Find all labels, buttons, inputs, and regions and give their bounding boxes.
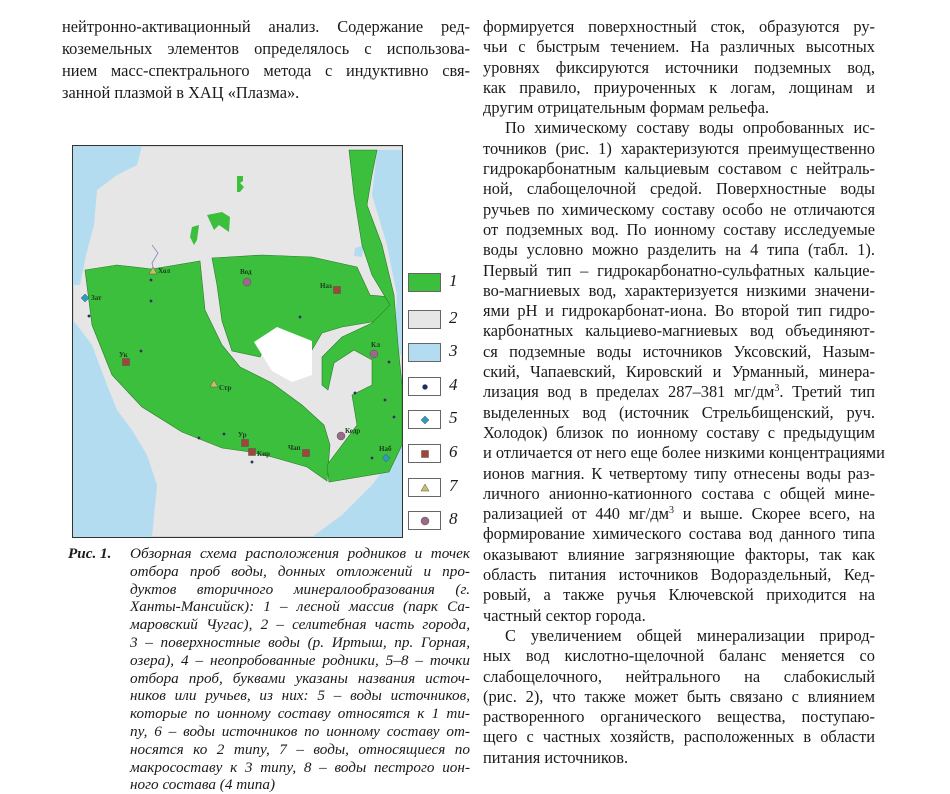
text-line: оказывают влияние загрязняющие факторы, так как [483,544,875,564]
figure-map [72,145,403,538]
text-line: щего с частных хозяйств, расположенных в области [483,727,875,747]
legend-number: 8 [449,509,458,528]
legend-swatch [408,478,441,497]
spring-pin-icon [422,384,427,389]
legend-item [405,476,467,500]
text-line: питания источников. [483,747,629,767]
text-line: ручьев по химическому составу особо не отличаются [483,199,875,219]
caption-line: пу, 6 – воды источников по ионному составу от- [130,722,470,740]
text-line: С увеличением общей минерализации природ- [505,625,875,645]
text-line: Первый тип – гидрокарбонатно-сульфатных кальцие- [483,260,875,280]
legend-item [405,408,467,432]
square-marker [303,450,310,457]
spring-marker [299,316,302,319]
text-line: ной, слабощелочной средой. Поверхностные воды [483,179,875,199]
text-line: частный сектор города. [483,605,646,625]
left-column-text [62,16,470,104]
map-label: Хол [158,267,171,275]
text-line: ионов магния. К четвертому типу отнесены воды раз- [483,463,875,483]
map-label: Стр [219,384,232,392]
text-line: карбонатных кальциево-магниевых вод объединяют- [483,321,875,341]
circle-marker [337,432,345,440]
legend-swatch [408,273,441,292]
caption-line: озера), 4 – неопробованные родники, 5–8 – точки [130,651,470,669]
spring-marker [354,392,357,395]
text-line: ями рН и гидрокарбонат-иона. Во второй тип гидро- [483,301,875,321]
text-line: занной плазмой в ХАЦ «Плазма». [62,83,300,102]
legend-swatch [408,310,441,329]
superscript: 3 [669,505,675,517]
text-line: во-магниевых вод, характеризуется низкими значени- [483,280,875,300]
text-line: чьи с быстрым течением. На различных высотных [483,37,875,57]
caption-line: носятся ко 2 типу, 7 – воды, относящиеся по [130,740,470,758]
caption-line: ного состава (4 типа) [130,776,276,794]
legend-item [405,341,467,365]
legend-swatch [408,511,441,530]
caption-line: отбора проб воды, донных отложений и про- [130,562,470,580]
text-line: нием масс-спектрального метода с индуктивно свя- [62,61,470,80]
map-label: Наз [320,282,332,290]
legend-item [405,375,467,399]
spring-marker [88,315,91,318]
map-label: Кл [371,341,381,349]
legend-item [405,308,467,332]
triangle-marker [421,484,429,491]
square-marker [421,450,428,457]
map-label: Кир [257,450,271,458]
caption-line: ников или ручьев, из них: 5 – воды источников, [130,687,470,705]
caption-line: маровский Чугас), 2 – селитебная часть города, [130,616,470,634]
text-line [483,382,875,402]
map-label: Наб [379,445,392,453]
text-line: формируется поверхностный сток, образуются ру- [483,17,875,36]
text-line: слабощелочного, нейтрального на слабокислый [483,666,875,686]
spring-marker [393,416,396,419]
text-line: как правило, приуроченных к логам, лощинам и [483,77,875,97]
map-label: Ук [119,351,128,359]
map-label: Зат [91,294,102,302]
text-line: другим отрицательным формам рельефа. [483,98,770,118]
circle-marker [421,517,429,525]
text-fragment: и выше. Скорее всего, на [674,504,875,524]
text-fragment: . Третий тип [779,382,875,402]
text-line: формирование химического состава вод данного типа [483,524,875,544]
text-fragment: лизация вод в пределах 287–381 мг/дм [483,382,775,402]
text-line: выделенных вод (источник Стрельбищенский, руч. [483,402,875,422]
spring-marker [371,457,374,460]
text-line: воды условно можно разделить на 4 типа (табл. 1). [483,240,875,260]
caption-line: дуктов вторичного минералообразования (г. [130,580,470,598]
text-line: ский, Чапаевский, Кировский и Урманный, минера- [483,362,875,382]
map-label: Вод [240,268,252,276]
text-line: нейтронно-активационный анализ. Содержание ред- [62,17,470,36]
spring-marker [388,361,391,364]
text-line: (рис. 2), что также может быть связано с влиянием [483,686,875,706]
map-label: Чап [288,444,301,452]
text-line: Холодок) близок по ионному составу с предыдущим [483,422,875,442]
legend-item [405,271,467,295]
right-column-text [483,17,885,768]
square-marker [334,287,341,294]
legend-swatch [408,410,441,429]
text-line: и отличается от него еще более низкими концентрациями [483,443,885,463]
legend-swatch [408,444,441,463]
caption-line: отбора проб, буквами указаны названия источ- [130,669,470,687]
spring-marker [223,433,226,436]
legend-item [405,442,467,466]
caption-line: 3 – поверхностные воды (р. Иртыш, пр. Горная, [130,633,470,651]
text-line: коземельных элементов определялось с использова- [62,39,470,58]
caption-text [130,545,470,794]
map-label: Кедр [345,427,361,435]
text-line: По химическому составу воды опробованных ис- [505,118,875,138]
caption-line: макросоставу к 3 типу, 8 – воды пестрого ион- [130,758,470,776]
spring-marker [384,399,387,402]
legend-number: 7 [449,476,458,495]
legend-number: 3 [449,341,458,360]
caption-line: Обзорная схема расположения родников и точек [130,545,470,562]
spring-marker [140,350,143,353]
spring-marker [251,461,254,464]
legend-number: 2 [449,308,458,327]
spring-marker [198,437,201,440]
legend-number: 4 [449,375,458,394]
circle-marker [243,278,251,286]
square-marker [249,449,256,456]
text-line: ся подземные воды источников Уксовский, Назым- [483,341,875,361]
circle-marker [370,350,378,358]
square-marker [242,440,249,447]
diamond-marker [421,416,429,424]
spring-marker [150,300,153,303]
square-marker [123,359,130,366]
text-line: ровый, а также ручья Ключевской приходится на [483,585,875,605]
text-line: личного анионно-катионного состава с общей мине- [483,483,875,503]
text-fragment: рализацией от 440 мг/дм [483,504,670,524]
text-line: область питания источников Водораздельный, Кед- [483,565,875,585]
text-line: гидрокарбонатным кальциевым составом с нейтраль- [483,159,875,179]
caption-line: Ханты-Мансийск): 1 – лесной массив (парк Са- [130,598,470,616]
legend-number: 1 [449,271,458,290]
text-line [483,504,875,524]
text-line: уровнях фиксируются источники подземных вод, [483,57,875,77]
text-line: растворенного органического вещества, поступаю- [483,707,875,727]
text-line: точников (рис. 1) характеризуются преимущественно [483,138,875,158]
caption-line: которые по ионному составу относятся к 1 ти- [130,705,470,723]
text-line: ных вод кислотно-щелочной баланс меняется со [483,646,875,666]
map-label: Ур [238,431,247,439]
legend-item [405,509,467,533]
spring-marker [150,279,153,282]
legend-swatch [408,343,441,362]
legend-swatch [408,377,441,396]
superscript: 3 [774,383,780,395]
caption-label: Рис. 1. [68,545,112,562]
legend-number: 6 [449,442,458,461]
text-line: от подземных вод. По ионному составу исследуемые [483,219,875,239]
legend-number: 5 [449,408,458,427]
